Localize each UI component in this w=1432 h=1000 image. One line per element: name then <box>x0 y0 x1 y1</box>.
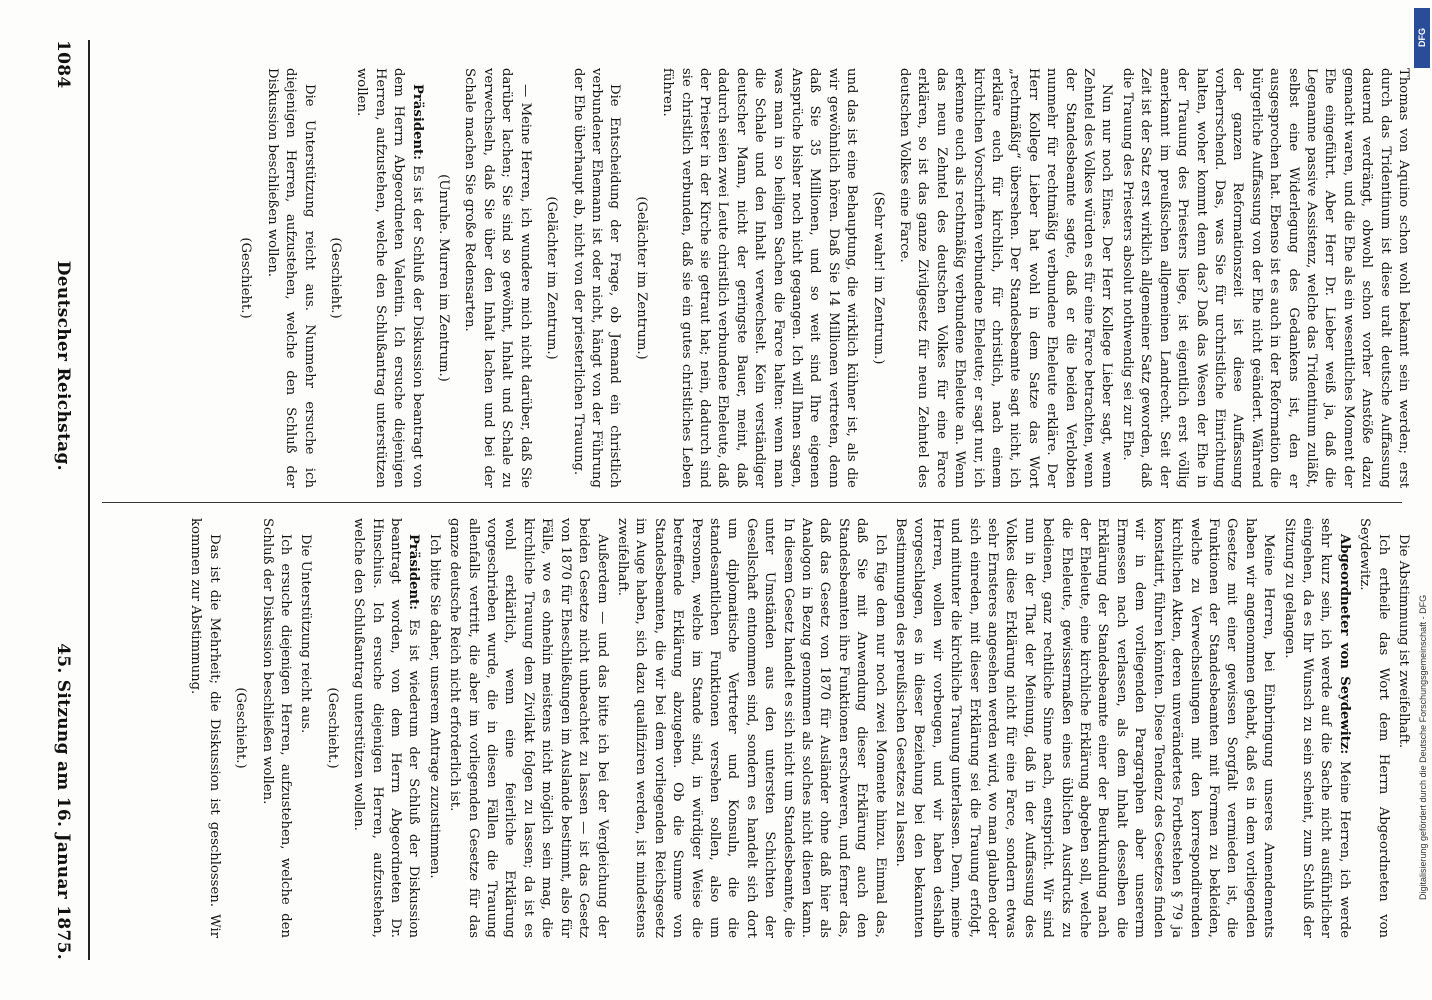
paragraph <box>352 68 426 488</box>
paragraph: Thomas von Aquino schon wohl bekannt sein werden; erst durch das Tridentinum ist diese uralt deutsche Auffassung dauernd verdrängt, obwohl schon vorher Anstöße dazu gemacht waren, und die Ehe als ein wesentliches Moment der Ehe eingeführt. Aber Herr Dr. Lieber weiß ja, daß die Legenanne passive Assistenz, welche das Tridentinum zuläßt, selbst eine Widerlegung des Gedankens ist, den er ausgesprochen hat. Ebenso ist es auch in der Reformation die bürgerliche Auffassung von der Ehe nicht geändert. Während der ganzen Reformationszeit ist diese Auffassung vorherrschend. Das, was Sie für urchristliche Einrichtung halten, woher kommt denn das? Daß das Wesen der Ehe in der Trauung des Priesters liege, ist eigentlich erst völlig anerkannt im preußischen allgemeinen Landrecht. Seit der Zeit ist der Satz erst wirklich allgemeiner Satz geworden, daß die Trauung des Priesters absolut nothwendig sei zur Ehe. <box>1119 68 1411 488</box>
digitization-credit: Digitalisierung gefördert durch die Deutsche Forschungsgemeinschaft - DFG <box>1418 594 1428 900</box>
stage-direction: (Geschieht.) <box>233 687 249 769</box>
paragraph: Ich ersuche diejenigen Herren, aufzustehen, welche den Schluß der Diskussion beschließen wollen. <box>259 518 294 938</box>
paragraph: Die Entscheidung der Frage, ob Jemand ein christlich verbundener Ehemann ist oder nicht, hängt von der Führung der Ehe überhaupt ab, nicht von der priesterlichen Trauung. <box>570 68 623 488</box>
paragraph: Ich füge dem nur noch zwei Momente hinzu. Einmal das, daß Sie mit Anwendung dieser Erklärung auch den Standesbeamten ihre Funktionen erschweren, und ferner das, daß das Gesetz von 1870 für Ausländer ohne daß hier als Analogon in Bezug genommen als solches nicht dienen kann. In diesem Gesetz handelt es sich nicht um Standesbeamte, die unter Umständen aus den untersten Schichten der Gesellschaft entnommen sind, sondern es handelt sich dort um diplomatische Vertreter und Konsuln, die die standesamtlichen Funktionen versehen sollen, also um Personen, welche im Stande sind, in würdiger Weise die betreffende Erklärung abzugeben. Ob die Summe von Standesbeamten, die wir bei dem vorliegenden Reichsgesetz im Auge haben, sich dazu qualifiziren werden, ist mindestens zweifelhaft. <box>614 518 888 938</box>
paragraph: Die Unterstützung reicht aus. <box>298 534 314 734</box>
dfg-logo: DFG <box>1414 8 1430 68</box>
paragraph: Ich bitte Sie daher, unserem Antrage zuzustimmen. <box>426 534 442 879</box>
header-rule <box>88 40 90 960</box>
stage-direction: (Geschieht.) <box>238 237 254 319</box>
paragraph <box>349 518 423 938</box>
paragraph: Die Unterstützung reicht aus. Nunmehr ersuche ich diejenigen Herren, aufzustehen, welche den Schluß der Diskussion beschließen wollen. <box>264 68 317 488</box>
paragraph: Meine Herren, bei Einbringung unseres Amendements haben wir angenommen gehabt, daß es in dem vorliegenden Gesetze mit einer gewissen Sorgfalt vermieden ist, die Funktionen der Standesbeamten mit Formen zu bekleiden, welche zu Verwechselungen mit den korrespondirenden kirchlichen Akten, deren unverändertes Fortbestehen § 79 ja konstatirt, führen könnten. Diese Tendenz des Gesetzes finden wir in dem vorliegenden Paragraphen aber unsererm Ermessen nach verlassen, als dem Inhalt desselben die Erklärung der Standesbeamte einer der Beurkundung nach der Eheleute, eine kirchliche Erklärung abgeben soll, welche die Eheleute, gewissermaßen eines üblichen Ausdrucks zu bedienen, ganz rechtliche Sinne nach, entspricht. Wir sind nun in der That der Meinung, daß in der Auffassung des Volkes diese Erklärung nicht für eine Farce, sondern etwas sehr Ernsteres angesehen werden wird, wo man glauben oder sich einreden, mit dieser Erklärung sei die Trauung erfolgt, und mitunter die kirchliche Trauung unterlassen. Denn, meine Herren, wollen wir vorbeugen, und wir haben deshalb vorgeschlagen, es in dieser Beziehung bei den bekannten Bestimmungen des preußischen Gesetzes zu lassen. <box>893 518 1277 938</box>
speech-text: Es ist der Schluß der Diskussion beantragt von dem Herrn Abgeordneten Valentin. Ich ersuche diejenigen Herren, aufzustehen, welche den Schlußantrag unterstützen wollen. <box>354 68 425 488</box>
session-title: 45. Sitzung am 16. Januar 1875. <box>53 643 73 960</box>
stage-direction: (Sehr wahr! im Zentrum.) <box>870 191 886 365</box>
paragraph: Ich ertheile das Wort dem Herrn Abgeordneten von Seydewitz. <box>1357 518 1391 938</box>
paragraph: — Meine Herren, ich wundere mich nicht darüber, daß Sie darüber lachen; Sie sind so gewöhnt, Inhalt und Schale zu verwechseln, daß Sie über den Inhalt lachen und bei der Schale machen Sie große Redensarten. <box>462 68 533 488</box>
stage-direction: (Unruhe. Murren im Zentrum.) <box>436 174 452 382</box>
paragraph: Das ist die Mehrheit; die Diskussion ist geschlossen. Wir kommen zur Abstimmung. <box>188 518 222 938</box>
column-divider <box>102 502 1402 503</box>
stage-direction: (Geschieht.) <box>324 687 340 769</box>
stage-direction: (Geschieht.) <box>328 237 344 319</box>
left-column <box>102 68 1412 488</box>
speech-text: Meine Herren, ich werde sehr kurz sein, ich werde auf die Sache nicht ausführlicher eingehen, da es Ihr Wunsch zu sein scheint, zum Schluß der Sitzung zu gelangen. <box>1281 518 1352 938</box>
page-number: 1084 <box>53 40 73 89</box>
paragraph: Die Abstimmung ist zweifelhaft. <box>1396 534 1411 749</box>
stage-direction: (Gelächter im Zentrum.) <box>633 196 649 360</box>
page-header <box>46 40 80 960</box>
speaker-label: Präsident: <box>406 534 422 611</box>
stage-direction: (Gelächter im Zentrum.) <box>544 196 560 360</box>
paragraph: und das ist eine Behauptung, die wirklich kühner ist, als die wir gewöhnlich hören. Daß Sie 14 Millionen vertreten, denn daß Sie 35 Millionen, und so weit sind Ihre eigenen Ansprüche bisher noch nicht gegangen. Ich will Ihnen sagen, was man in so heiligen Sachen die Farce halten: wenn man die Schale und den Inhalt verwechselt. Kein verständiger deutscher Mann, nicht der geringste Bauer, meint, daß dadurch seien zwei Leute christlich verbundene Eheleute, daß der Priester in der Kirche sie getraut hat; nein, dadurch sind sie christlich verbunden, daß sie ein gutes christliches Leben führen. <box>660 68 860 488</box>
right-column <box>102 518 1412 938</box>
publication-title: Deutscher Reichstag. <box>53 260 73 471</box>
paragraph <box>1279 518 1353 938</box>
speaker-label: Abgeordneter von Seydewitz: <box>1336 534 1352 755</box>
paragraph: Außerdem — und das bitte ich bei der Vergleichung der beiden Gesetze nicht unbeachtet zu lassen — ist das Gesetz von 1870 für Eheschließungen im Auslande bestimmt, also für Fälle, wo es ohnehin meistens nicht möglich sein mag, die kirchliche Trauung dem Zivilakt folgen zu lassen; da ist es wohl erklärlich, wenn eine feierliche Erklärung vorgeschrieben wurde, die in diesen Fällen die Trauung allenfalls vertritt, die aber im vorliegenden Gesetze für das ganze deutsche Reich nicht erforderlich ist. <box>447 518 610 938</box>
speaker-label: Präsident: <box>409 84 425 161</box>
paragraph: Nun nur noch Eines. Der Herr Kollege Lieber sagt, wenn Zehntel des Volkes würden es für eine Farce betrachten, wenn der Standesbeamte sagte, daß er die beiden Verlobten nunmehr für rechtmäßig verbundene Eheleute erkläre. Der Herr Kollege Lieber hat wohl in dem Satze das Wort „rechtmäßig“ übersehen. Der Standesbeamte sagt nicht, ich erkläre euch für kirchlich, für christlich, nach einem kirchlichen Vorschriften verbundene Eheleute; er sagt nur, ich erkenne euch als rechtmäßig verbundene Eheleute an. Wenn das neun Zehntel des deutschen Volkes für eine Farce erklären, so ist das ganze Zivilgesetz für neun Zehntel des deutschen Volkes eine Farce. <box>897 68 1115 488</box>
speech-text: Es ist wiederum der Schluß der Diskussion beantragt worden, von dem Herrn Abgeordneten Dr. Hinschius. Ich ersuche diejenigen Herren, aufzustehen, welche den Schlußantrag unterstützen wollen. <box>351 518 422 938</box>
